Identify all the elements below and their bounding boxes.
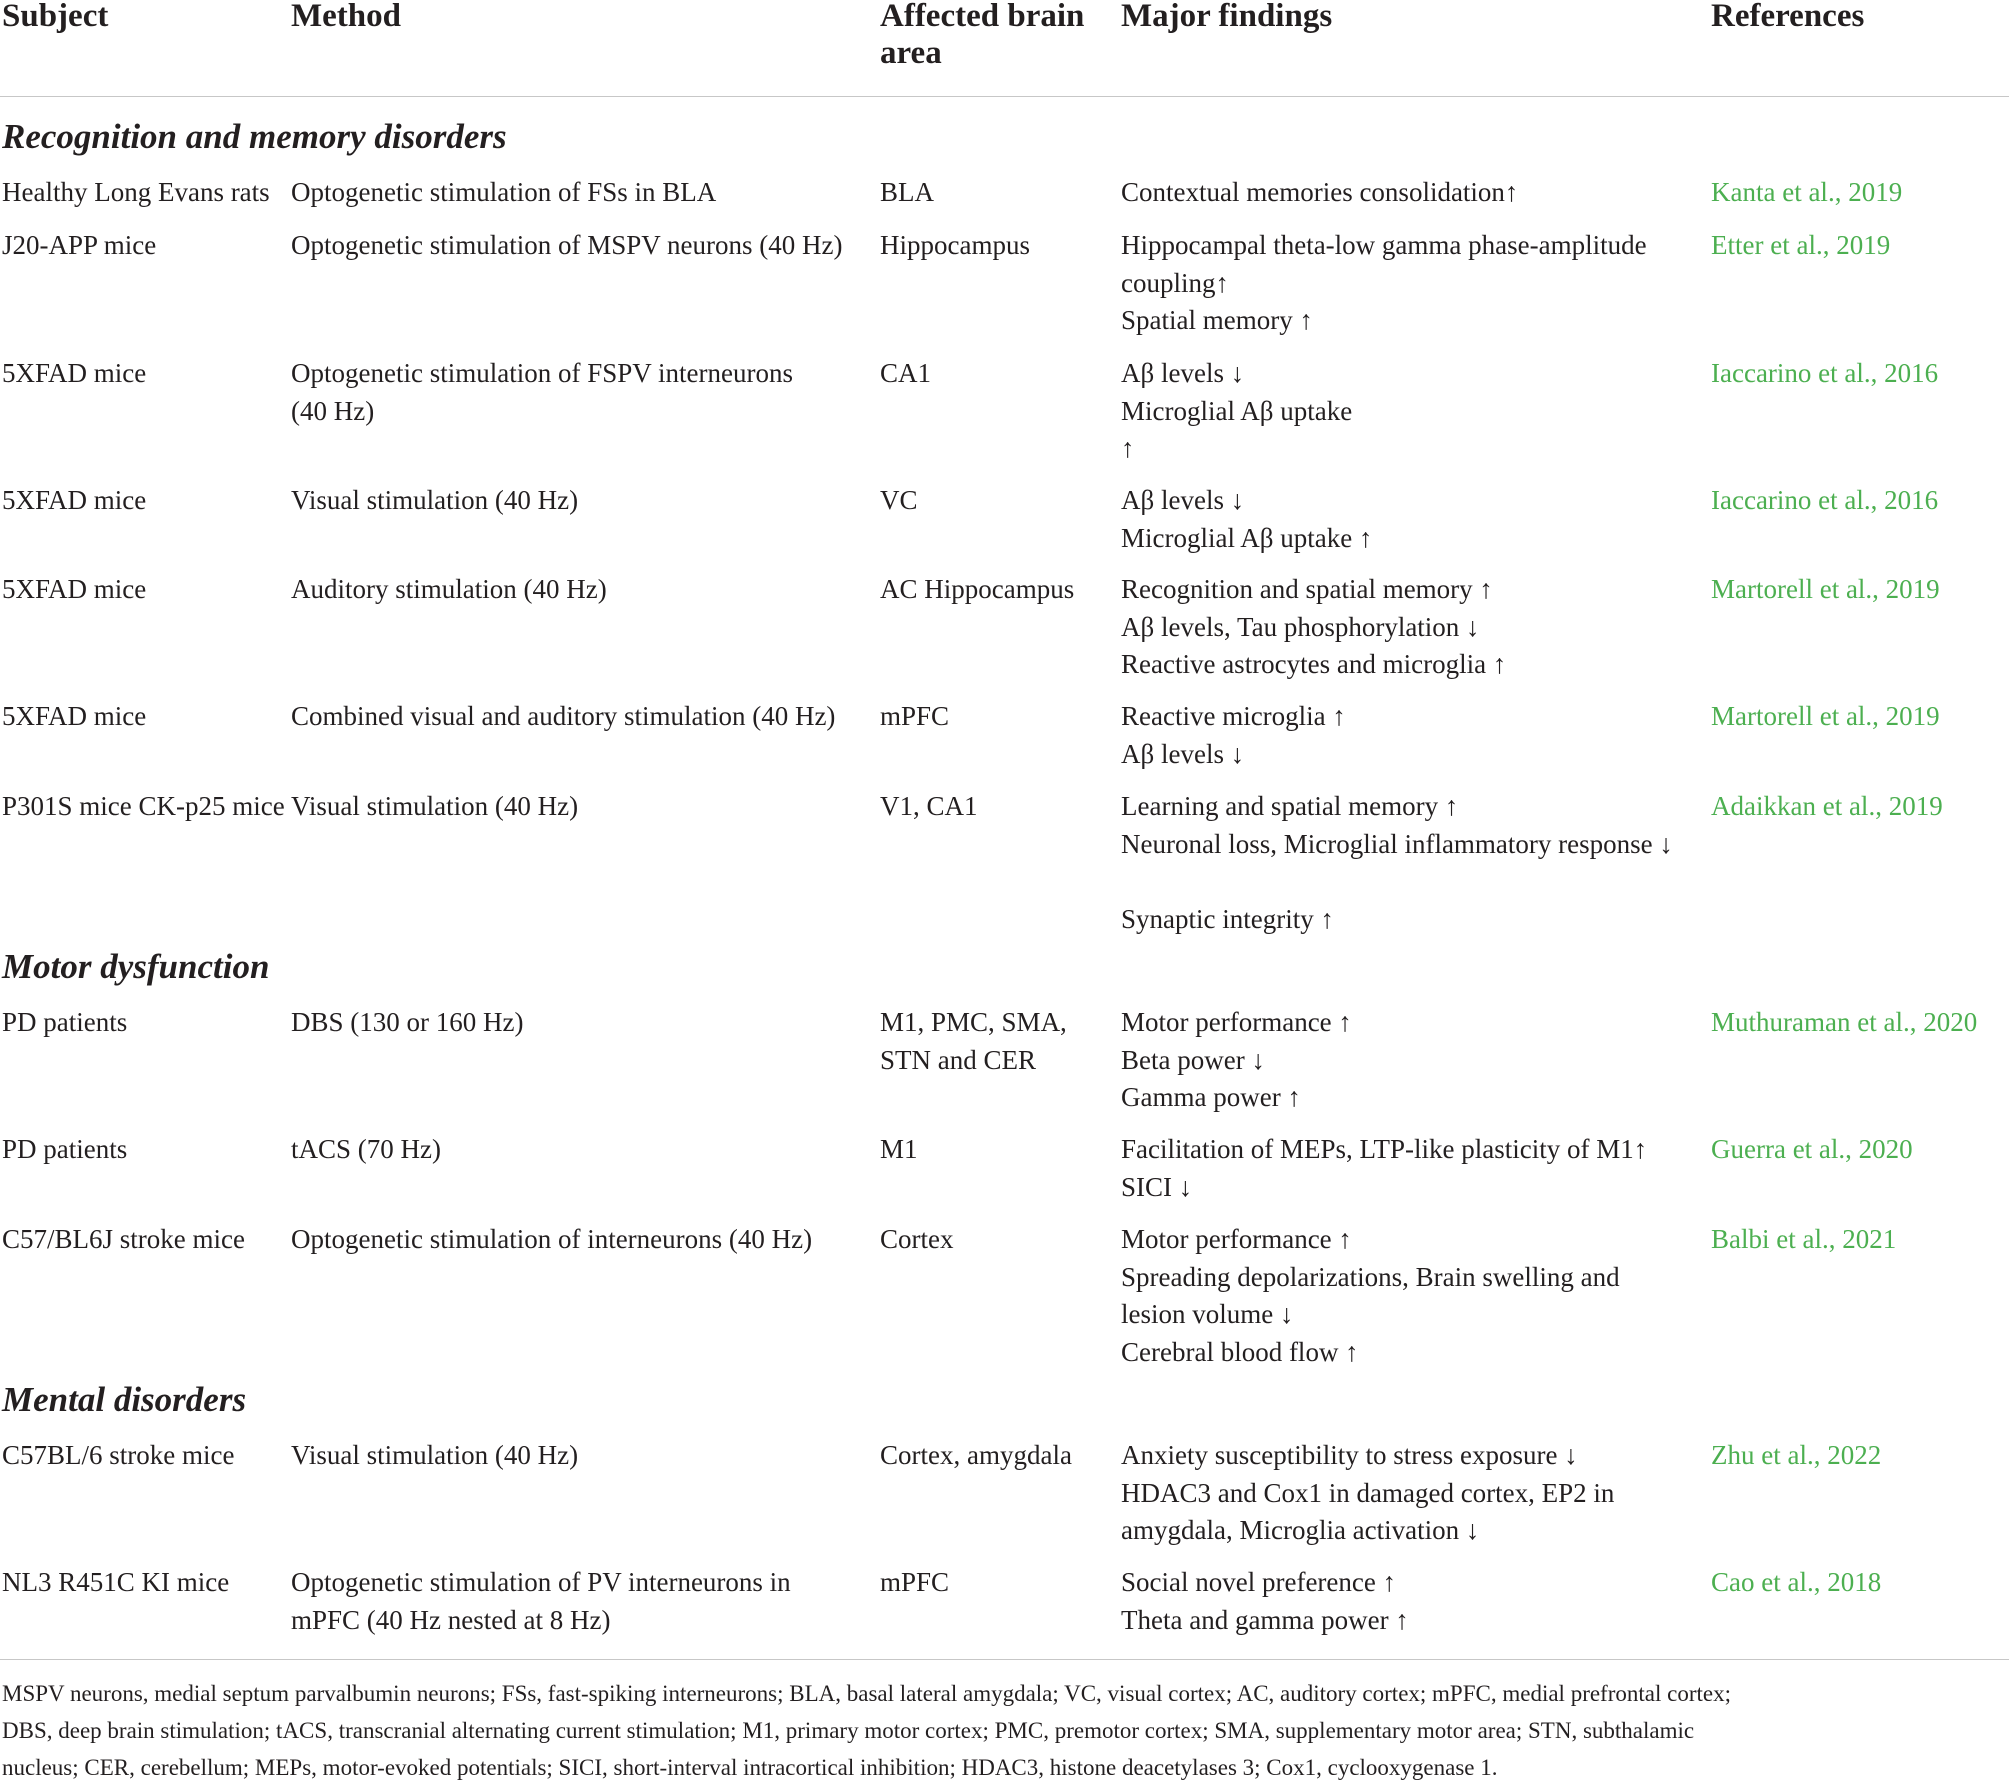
area-line: M1: [880, 1134, 918, 1164]
row-method: [291, 788, 578, 826]
row-findings: [1121, 1564, 1409, 1639]
row-subject: P301S mice CK-p25 mice: [2, 791, 285, 821]
finding-line: Microglial Aβ uptake ↑: [1121, 522, 1373, 553]
row-findings: [1121, 1004, 1352, 1117]
row-area: [880, 571, 1074, 609]
area-line: VC: [880, 485, 918, 515]
method-line: mPFC (40 Hz nested at 8 Hz): [291, 1604, 611, 1635]
method-line: Visual stimulation (40 Hz): [291, 485, 579, 515]
row-area: [880, 788, 978, 826]
row-findings: [1121, 1131, 1647, 1206]
method-line: Visual stimulation (40 Hz): [291, 1440, 579, 1470]
row-subject: Healthy Long Evans rats: [2, 177, 270, 207]
finding-line: Hippocampal theta-low gamma phase-amplitude: [1121, 230, 1647, 260]
finding-line: SICI ↓: [1121, 1171, 1193, 1202]
reference-link[interactable]: Martorell et al., 2019: [1711, 574, 1940, 604]
row-findings: [1121, 482, 1372, 557]
section-title-motor: Motor dysfunction: [2, 947, 270, 986]
header-divider: [0, 96, 2009, 97]
method-line: Visual stimulation (40 Hz): [291, 791, 579, 821]
finding-line: Facilitation of MEPs, LTP-like plasticity of M1↑: [1121, 1134, 1648, 1164]
finding-line: Microglial Aβ uptake: [1121, 395, 1353, 426]
finding-line: ↑: [1121, 433, 1135, 463]
finding-line: Theta and gamma power ↑: [1121, 1604, 1409, 1635]
row-findings: [1121, 227, 1647, 340]
header-findings: Major findings: [1121, 0, 1333, 34]
reference-link[interactable]: Martorell et al., 2019: [1711, 701, 1940, 731]
row-area: [880, 1437, 1072, 1475]
finding-line: Social novel preference ↑: [1121, 1567, 1397, 1597]
row-area: [880, 174, 934, 212]
finding-line: lesion volume ↓: [1121, 1299, 1294, 1329]
row-findings: [1121, 571, 1506, 684]
finding-line: Spatial memory ↑: [1121, 305, 1313, 335]
row-method: [291, 482, 578, 520]
row-area: [880, 355, 931, 393]
area-line: Hippocampus: [880, 230, 1030, 260]
finding-line: Synaptic integrity ↑: [1121, 903, 1334, 934]
row-subject: 5XFAD mice: [2, 701, 147, 731]
row-subject: 5XFAD mice: [2, 574, 147, 604]
row-area: [880, 1564, 949, 1602]
row-area: [880, 1221, 954, 1259]
row-subject: C57/BL6J stroke mice: [2, 1224, 245, 1254]
reference-link[interactable]: Iaccarino et al., 2016: [1711, 485, 1939, 515]
finding-line: Spreading depolarizations, Brain swelling and: [1121, 1261, 1620, 1292]
area-line: CA1: [880, 358, 932, 388]
row-findings: [1121, 1437, 1614, 1550]
finding-line: Neuronal loss, Microglial inflammatory response ↓: [1121, 828, 1673, 859]
row-findings: [1121, 174, 1518, 212]
reference-link[interactable]: Etter et al., 2019: [1711, 230, 1891, 260]
reference-link[interactable]: Balbi et al., 2021: [1711, 1224, 1897, 1254]
finding-line: Reactive microglia ↑: [1121, 701, 1346, 731]
row-method: [291, 1564, 791, 1639]
header-method: Method: [291, 0, 401, 34]
finding-line: Anxiety susceptibility to stress exposure ↓: [1121, 1440, 1578, 1470]
header-references: References: [1711, 0, 1865, 34]
header-affected-area: [880, 0, 1084, 72]
method-line: Optogenetic stimulation of FSs in BLA: [291, 177, 717, 207]
area-line: M1, PMC, SMA,: [880, 1007, 1067, 1037]
finding-line: Aβ levels ↓: [1121, 485, 1245, 515]
footnote-line: nucleus; CER, cerebellum; MEPs, motor-evoked potentials; SICI, short-interval intracortical inhibition; HDAC3, histone deacetylases 3; Cox1, cyclooxygenase 1.: [2, 1755, 1498, 1780]
finding-line: Contextual memories consolidation↑: [1121, 177, 1519, 207]
row-area: [880, 698, 949, 736]
row-subject: PD patients: [2, 1134, 128, 1164]
area-line: mPFC: [880, 701, 950, 731]
reference-link[interactable]: Guerra et al., 2020: [1711, 1134, 1913, 1164]
finding-line: Motor performance ↑: [1121, 1007, 1352, 1037]
area-line: Cortex, amygdala: [880, 1440, 1072, 1470]
row-method: [291, 698, 835, 736]
row-subject: NL3 R451C KI mice: [2, 1567, 230, 1597]
area-line: V1, CA1: [880, 791, 978, 821]
row-area: [880, 482, 918, 520]
row-area: [880, 1004, 1067, 1079]
row-method: [291, 1131, 441, 1169]
row-method: [291, 1004, 523, 1042]
reference-link[interactable]: Adaikkan et al., 2019: [1711, 791, 1943, 821]
finding-line: Aβ levels ↓: [1121, 358, 1245, 388]
area-line: Cortex: [880, 1224, 954, 1254]
finding-line: [1121, 863, 1673, 901]
row-area: [880, 1131, 918, 1169]
finding-line: amygdala, Microglia activation ↓: [1121, 1515, 1480, 1545]
header-subject: Subject: [2, 0, 109, 34]
row-subject: J20-APP mice: [2, 230, 157, 260]
footer-divider: [0, 1659, 2009, 1660]
row-method: [291, 571, 607, 609]
row-method: [291, 227, 842, 265]
method-line: Optogenetic stimulation of MSPV neurons (40 Hz): [291, 230, 843, 260]
finding-line: Beta power ↓: [1121, 1044, 1265, 1075]
row-findings: [1121, 355, 1352, 468]
footnote-line: DBS, deep brain stimulation; tACS, transcranial alternating current stimulation; M1, primary motor cortex; PMC, premotor cortex; SMA, supplementary motor area; STN, subthalamic: [2, 1718, 1695, 1743]
finding-line: Learning and spatial memory ↑: [1121, 791, 1459, 821]
method-line: Optogenetic stimulation of interneurons (40 Hz): [291, 1224, 813, 1254]
method-line: Auditory stimulation (40 Hz): [291, 574, 607, 604]
reference-link[interactable]: Cao et al., 2018: [1711, 1567, 1882, 1597]
area-line: mPFC: [880, 1567, 950, 1597]
section-title-mental: Mental disorders: [2, 1380, 247, 1419]
finding-line: Gamma power ↑: [1121, 1082, 1301, 1112]
reference-link[interactable]: Muthuraman et al., 2020: [1711, 1007, 1978, 1037]
row-method: [291, 174, 716, 212]
area-line: BLA: [880, 177, 934, 207]
method-line: DBS (130 or 160 Hz): [291, 1007, 524, 1037]
row-subject: 5XFAD mice: [2, 485, 147, 515]
reference-link[interactable]: Iaccarino et al., 2016: [1711, 358, 1939, 388]
method-line: Combined visual and auditory stimulation (40 Hz): [291, 701, 836, 731]
row-method: [291, 1221, 812, 1259]
finding-line: Motor performance ↑: [1121, 1224, 1352, 1254]
finding-line: coupling↑: [1121, 267, 1229, 298]
row-subject: 5XFAD mice: [2, 358, 147, 388]
area-line: AC Hippocampus: [880, 574, 1075, 604]
table-footnote: [2, 1675, 2006, 1786]
finding-line: Reactive astrocytes and microglia ↑: [1121, 649, 1507, 679]
row-findings: [1121, 1221, 1620, 1371]
row-method: [291, 1437, 578, 1475]
section-title-recognition: Recognition and memory disorders: [2, 117, 507, 156]
header-affected-area-line1: Affected brain: [880, 0, 1085, 34]
header-affected-area-line2: area: [880, 35, 942, 71]
area-line: STN and CER: [880, 1044, 1037, 1075]
finding-line: Cerebral blood flow ↑: [1121, 1336, 1359, 1367]
finding-line: Aβ levels ↓: [1121, 738, 1245, 769]
row-area: [880, 227, 1030, 265]
row-subject: PD patients: [2, 1007, 128, 1037]
row-subject: C57BL/6 stroke mice: [2, 1440, 235, 1470]
finding-line: Aβ levels, Tau phosphorylation ↓: [1121, 611, 1480, 642]
method-line: Optogenetic stimulation of PV interneurons in: [291, 1567, 791, 1597]
finding-line: HDAC3 and Cox1 in damaged cortex, EP2 in: [1121, 1477, 1615, 1508]
row-findings: [1121, 698, 1346, 773]
reference-link[interactable]: Kanta et al., 2019: [1711, 177, 1903, 207]
reference-link[interactable]: Zhu et al., 2022: [1711, 1440, 1882, 1470]
method-line: tACS (70 Hz): [291, 1134, 441, 1164]
footnote-line: MSPV neurons, medial septum parvalbumin neurons; FSs, fast-spiking interneurons; BLA, basal lateral amygdala; VC, visual cortex; AC, auditory cortex; mPFC, medial prefrontal cortex;: [2, 1681, 1731, 1706]
finding-line: Recognition and spatial memory ↑: [1121, 574, 1493, 604]
method-line: (40 Hz): [291, 395, 375, 426]
method-line: Optogenetic stimulation of FSPV interneurons: [291, 358, 793, 388]
row-findings: [1121, 788, 1673, 938]
row-method: [291, 355, 793, 430]
